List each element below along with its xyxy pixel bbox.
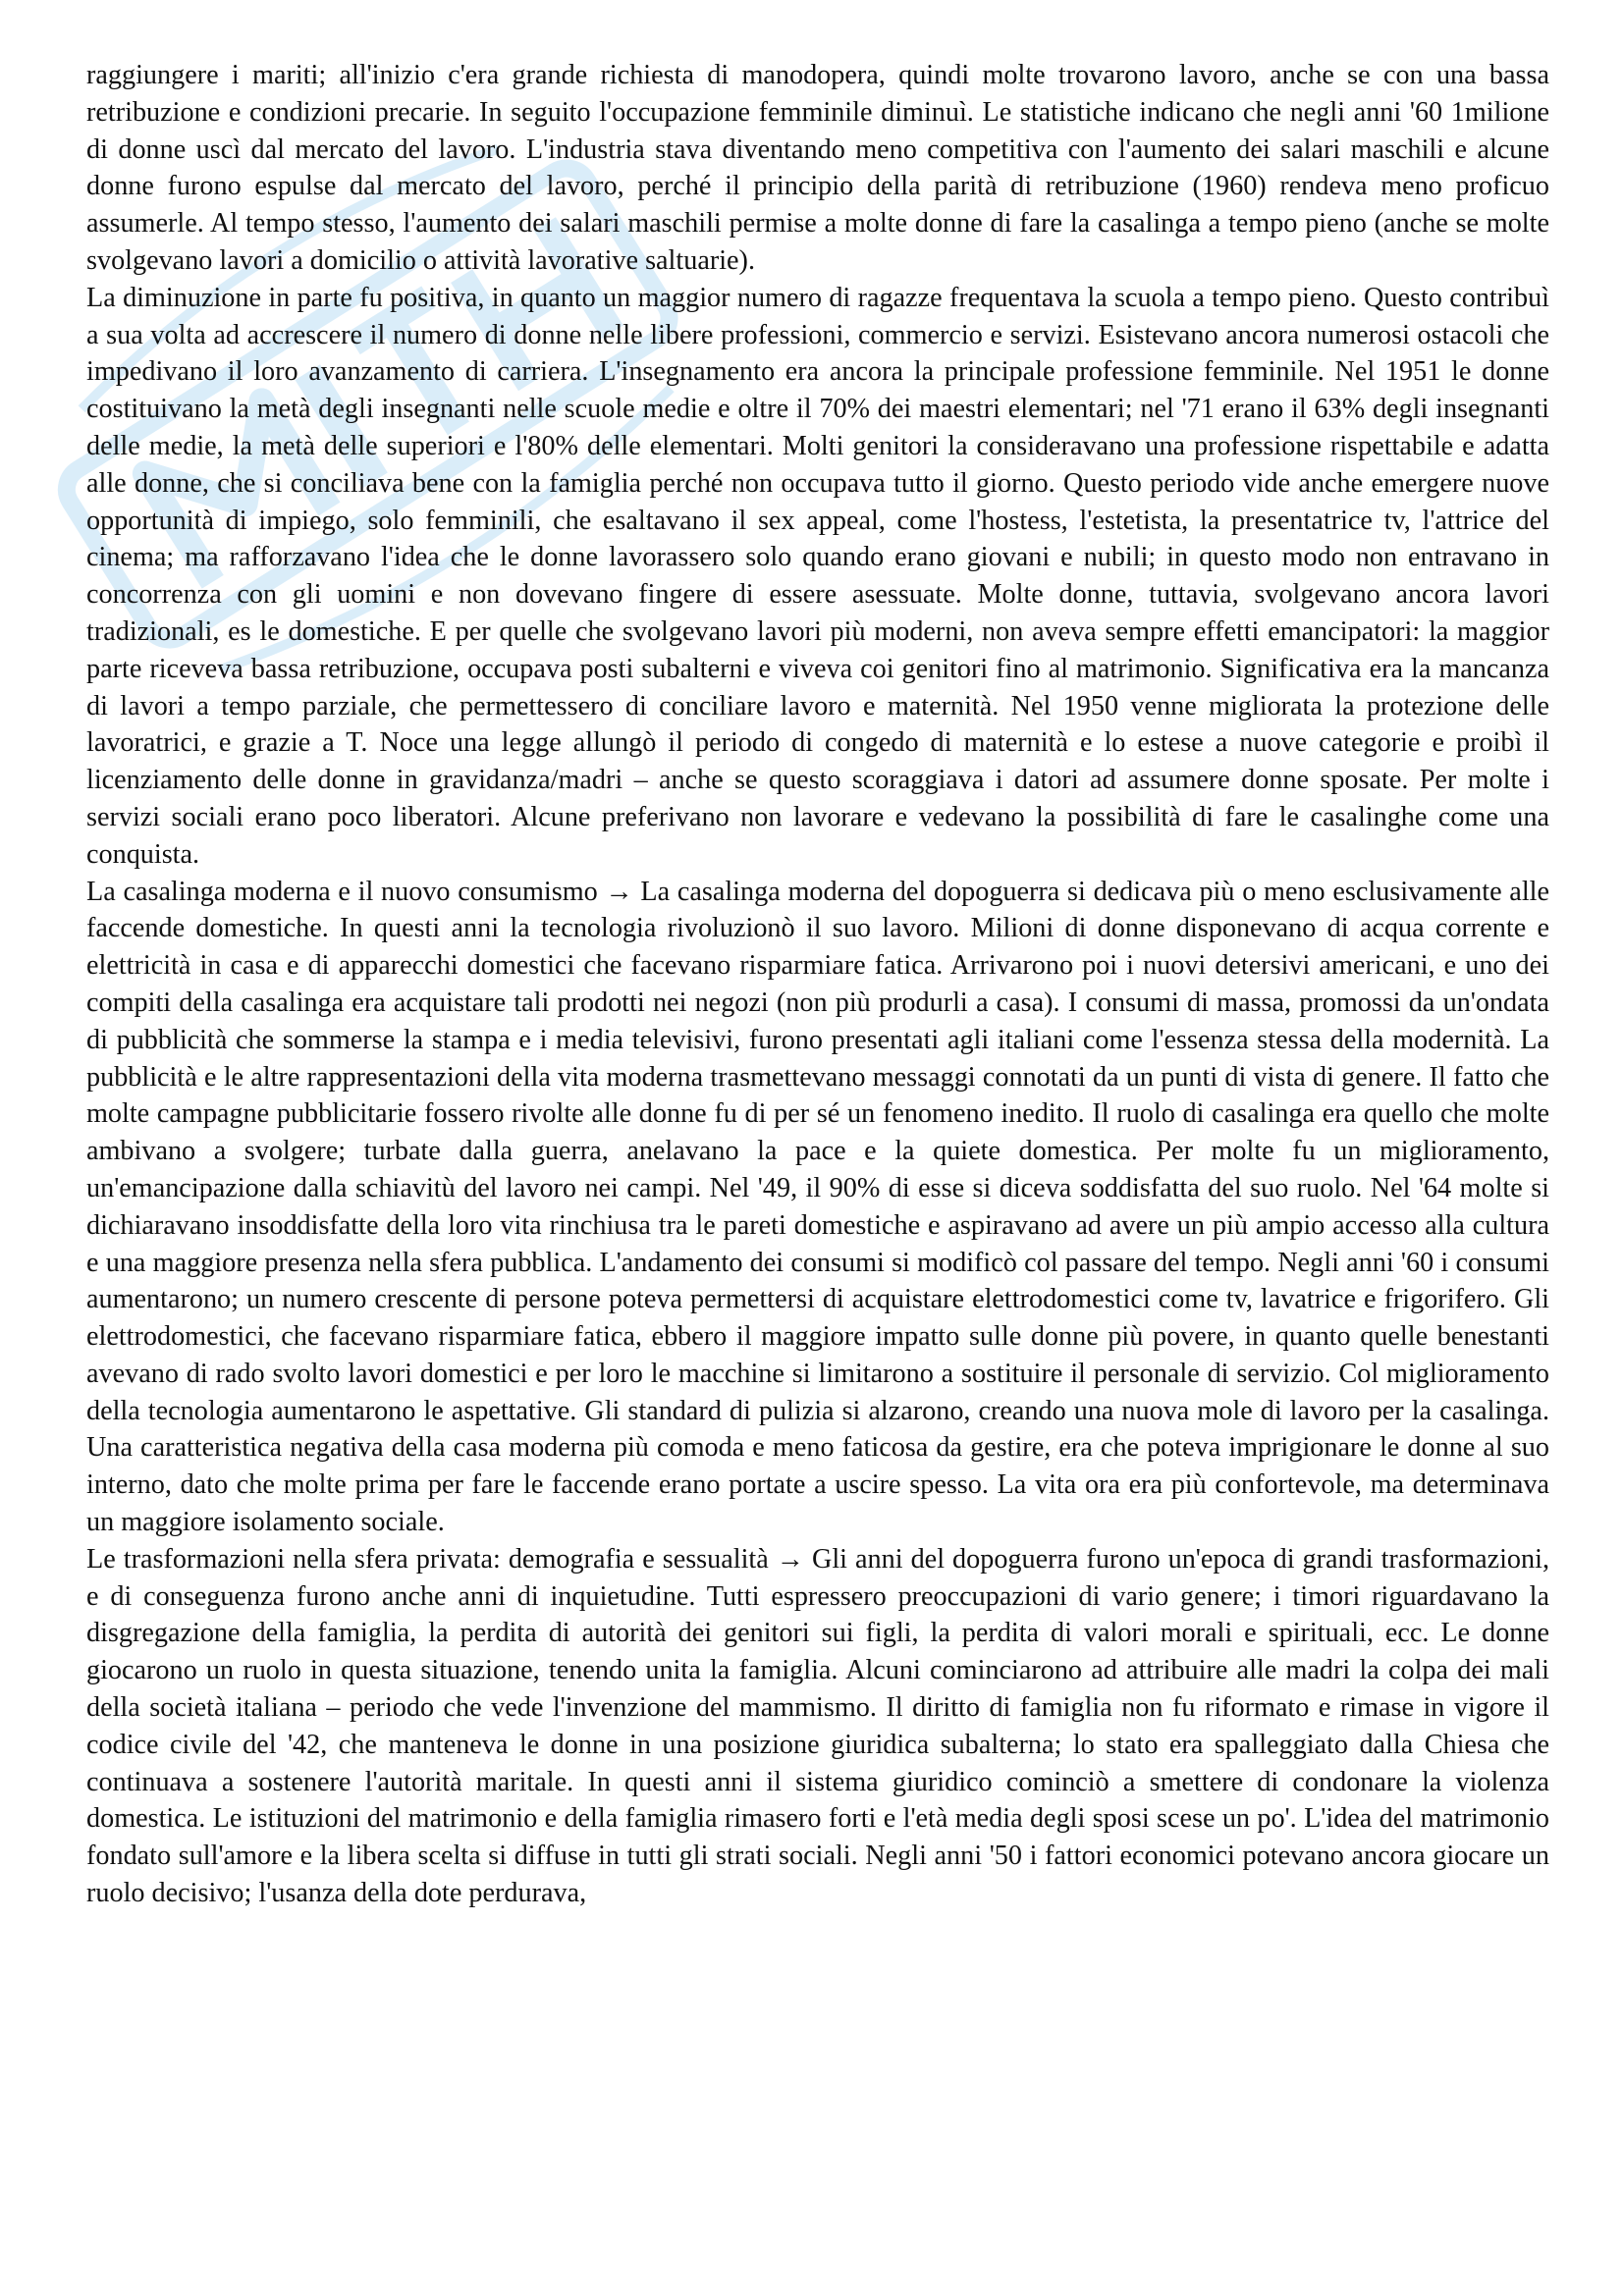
document-body xyxy=(86,57,1549,1912)
paragraph-modern-housewife: La casalinga moderna e il nuovo consumismo → La casalinga moderna del dopoguerra si dedicava più o meno esclusivamente alle faccende domestiche. In questi anni la tecnologia rivoluzionò il suo lavoro. Milioni di donne disponevano di acqua corrente e elettricità in casa e di apparecchi domestici che facevano risparmiare fatica. Arrivarono poi i nuovi detersivi americani, e uno dei compiti della casalinga era acquistare tali prodotti nei negozi (non più produrli a casa). I consumi di massa, promossi da un'ondata di pubblicità che sommerse la stampa e i media televisivi, furono presentati agli italiani come l'essenza stessa della modernità. La pubblicità e le altre rappresentazioni della vita moderna trasmettevano messaggi connotati da un punti di vista di genere. Il fatto che molte campagne pubblicitarie fossero rivolte alle donne fu di per sé un fenomeno inedito. Il ruolo di casalinga era quello che molte ambivano a svolgere; turbate dalla guerra, anelavano la pace e la quiete domestica. Per molte fu un miglioramento, un'emancipazione dalla schiavitù del lavoro nei campi. Nel '49, il 90% di esse si diceva soddisfatta del suo ruolo. Nel '64 molte si dichiaravano insoddisfatte della loro vita rinchiusa tra le pareti domestiche e aspiravano ad avere un più ampio accesso alla cultura e una maggiore presenza nella sfera pubblica. L'andamento dei consumi si modificò col passare del tempo. Negli anni '60 i consumi aumentarono; un numero crescente di persone poteva permettersi di acquistare elettrodomestici come tv, lavatrice e frigorifero. Gli elettrodomestici, che facevano risparmiare fatica, ebbero il maggiore impatto sulle donne più povere, in quanto quelle benestanti avevano di rado svolto lavori domestici e per loro le macchine si limitarono a sostituire il personale di servizio. Col miglioramento della tecnologia aumentarono le aspettative. Gli standard di pulizia si alzarono, creando una nuova mole di lavoro per la casalinga. Una caratteristica negativa della casa moderna più comoda e meno faticosa da gestire, era che poteva imprigionare le donne al suo interno, dato che molte prima per fare le faccende erano portate a uscire spesso. La vita ora era più confortevole, ma determinava un maggiore isolamento sociale. xyxy=(86,876,1549,1538)
paragraph-education-work: La diminuzione in parte fu positiva, in quanto un maggior numero di ragazze frequentava la scuola a tempo pieno. Questo contribuì a sua volta ad accrescere il numero di donne nelle libere professioni, commercio e servizi. Esistevano ancora numerosi ostacoli che impedivano il loro avanzamento di carriera. L'insegnamento era ancora la principale professione femminile. Nel 1951 le donne costituivano la metà degli insegnanti nelle scuole medie e oltre il 70% dei maestri elementari; nel '71 erano il 63% degli insegnanti delle medie, la metà delle superiori e l'80% delle elementari. Molti genitori la consideravano una professione rispettabile e adatta alle donne, che si conciliava bene con la famiglia perché non occupava tutto il giorno. Questo periodo vide anche emergere nuove opportunità di impiego, solo femminili, che esaltavano il sex appeal, come l'hostess, l'estetista, la presentatrice tv, l'attrice del cinema; ma rafforzavano l'idea che le donne lavorassero solo quando erano giovani e nubili; in questo modo non entravano in concorrenza con gli uomini e non dovevano fingere di essere asessuate. Molte donne, tuttavia, svolgevano ancora lavori tradizionali, es le domestiche. E per quelle che svolgevano lavori più moderni, non aveva sempre effetti emancipatori: la maggior parte riceveva bassa retribuzione, occupava posti subalterni e viveva coi genitori fino al matrimonio. Significativa era la mancanza di lavori a tempo parziale, che permettessero di conciliare lavoro e maternità. Nel 1950 venne migliorata la protezione delle lavoratrici, e grazie a T. Noce una legge allungò il periodo di congedo di maternità e lo estese a nuove categorie e proibì il licenziamento delle donne in gravidanza/madri – anche se questo scoraggiava i datori ad assumere donne sposate. Per molte i servizi sociali erano poco liberatori. Alcune preferivano non lavorare e vedevano la possibilità di fare le casalinghe come una conquista. xyxy=(86,282,1549,870)
paragraph-private-sphere: Le trasformazioni nella sfera privata: demografia e sessualità → Gli anni del dopoguerra furono un'epoca di grandi trasformazioni, e di conseguenza furono anche anni di inquietudine. Tutti espressero preoccupazioni di vario genere; i timori riguardavano la disgregazione della famiglia, la perdita di autorità dei genitori sui figli, la perdita di valori morali e spirituali, ecc. Le donne giocarono un ruolo in questa situazione, tenendo unita la famiglia. Alcuni cominciarono ad attribuire alle madri la colpa dei mali della società italiana – periodo che vede l'invenzione del mammismo. Il diritto di famiglia non fu riformato e rimase in vigore il codice civile del '42, che manteneva le donne in una posizione giuridica subalterna; lo stato era spalleggiato dalla Chiesa che continuava a sostenere l'autorità maritale. In questi anni il sistema giuridico cominciò a smettere di condonare la violenza domestica. Le istituzioni del matrimonio e della famiglia rimasero forti e l'età media degli sposi scese un po'. L'idea del matrimonio fondato sull'amore e la libera scelta si diffuse in tutti gli strati sociali. Negli anni '50 i fattori economici potevano ancora giocare un ruolo decisivo; l'usanza della dote perdurava, xyxy=(86,1543,1549,1909)
paragraph-labor-market: raggiungere i mariti; all'inizio c'era grande richiesta di manodopera, quindi molte trovarono lavoro, anche se con una bassa retribuzione e condizioni precarie. In seguito l'occupazione femminile diminuì. Le statistiche indicano che negli anni '60 1milione di donne uscì dal mercato del lavoro. L'industria stava diventando meno competitiva con l'aumento dei salari maschili e alcune donne furono espulse dal mercato del lavoro, perché il principio della parità di retribuzione (1960) rendeva meno proficuo assumerle. Al tempo stesso, l'aumento dei salari maschili permise a molte donne di fare la casalinga a tempo pieno (anche se molte svolgevano lavori a domicilio o attività lavorative saltuarie). xyxy=(86,60,1549,276)
